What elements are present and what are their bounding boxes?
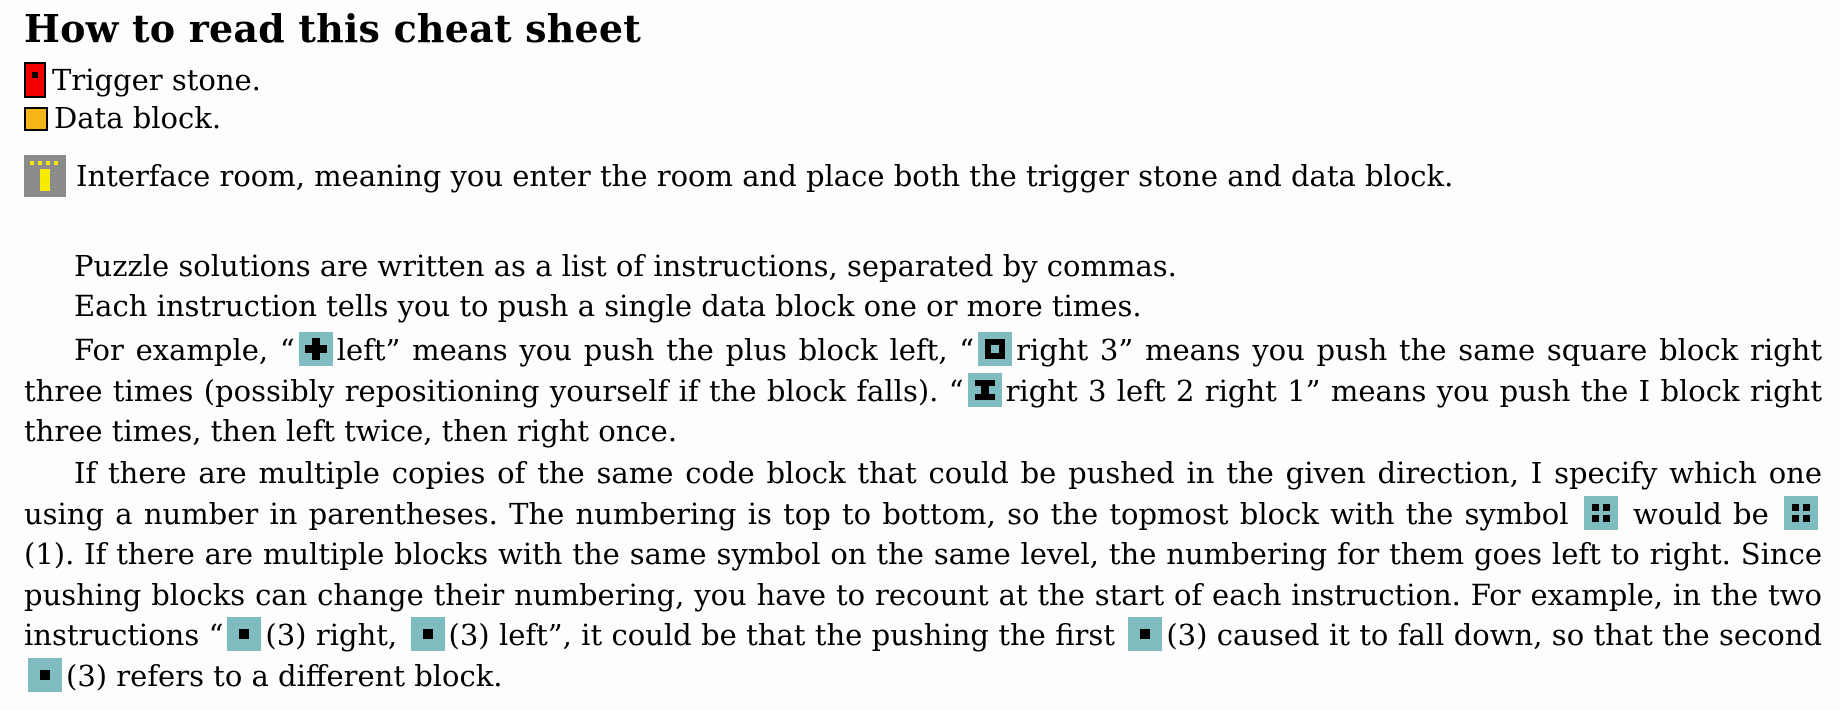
dot-block-icon bbox=[411, 617, 445, 651]
plus-block-icon bbox=[299, 332, 333, 366]
dot-block-icon bbox=[28, 658, 62, 692]
i-block-icon bbox=[968, 373, 1002, 407]
page-title: How to read this cheat sheet bbox=[24, 6, 642, 51]
legend-data-block bbox=[24, 101, 222, 135]
four-dot-block-icon bbox=[1584, 496, 1618, 530]
numbering-text-3: (1). If there are multiple blocks with the same symbol on the same level, the numbering for them goes left to right. Since pushing blocks can change their numbering, you have to recount at the start of each instruction. For example, in the two instructions “ bbox=[24, 537, 1822, 652]
legend-data-block-label: Data block. bbox=[54, 101, 222, 135]
four-dot-block-icon bbox=[1784, 496, 1818, 530]
numbering-text-2: would be bbox=[1633, 496, 1769, 531]
example-text-2: left” means you push the plus block left, “ bbox=[336, 333, 975, 367]
data-block-icon bbox=[24, 107, 48, 131]
dot-block-icon bbox=[1128, 617, 1162, 651]
trigger-stone-icon bbox=[24, 62, 46, 98]
dot-block-icon bbox=[227, 617, 261, 651]
interface-room-icon bbox=[24, 155, 66, 197]
numbering-paragraph bbox=[24, 453, 1822, 696]
intro-line-1: Puzzle solutions are written as a list of instructions, separated by commas. bbox=[74, 249, 1177, 283]
legend-interface-room bbox=[24, 155, 1453, 197]
legend-trigger bbox=[24, 62, 261, 98]
legend-trigger-label: Trigger stone. bbox=[52, 62, 261, 97]
example-paragraph bbox=[24, 330, 1822, 452]
numbering-text-1: If there are multiple copies of the same code block that could be pushed in the given direction, I specify which one using a number in parentheses. The numbering is top to bottom, so the topmost block with the symbol bbox=[24, 456, 1822, 531]
numbering-text-7: (3) refers to a different block. bbox=[66, 658, 503, 693]
numbering-text-4: (3) right, bbox=[265, 618, 398, 652]
legend-interface-room-label: Interface room, meaning you enter the room and place both the trigger stone and data block. bbox=[76, 158, 1454, 193]
numbering-text-6: (3) caused it to fall down, so that the second bbox=[1166, 618, 1823, 652]
example-text-4: right 3 left 2 right 1” means you push the I block right three times, then left twice, then right once. bbox=[24, 373, 1822, 448]
square-block-icon bbox=[978, 332, 1012, 366]
intro-line-2: Each instruction tells you to push a single data block one or more times. bbox=[74, 289, 1142, 323]
numbering-text-5: (3) left”, it could be that the pushing the first bbox=[448, 618, 1115, 652]
example-text-1: For example, “ bbox=[74, 333, 295, 367]
example-text-3: right 3” means you push the same square block right three times (possibly repositioning yourself if the block falls). “ bbox=[24, 333, 1822, 408]
